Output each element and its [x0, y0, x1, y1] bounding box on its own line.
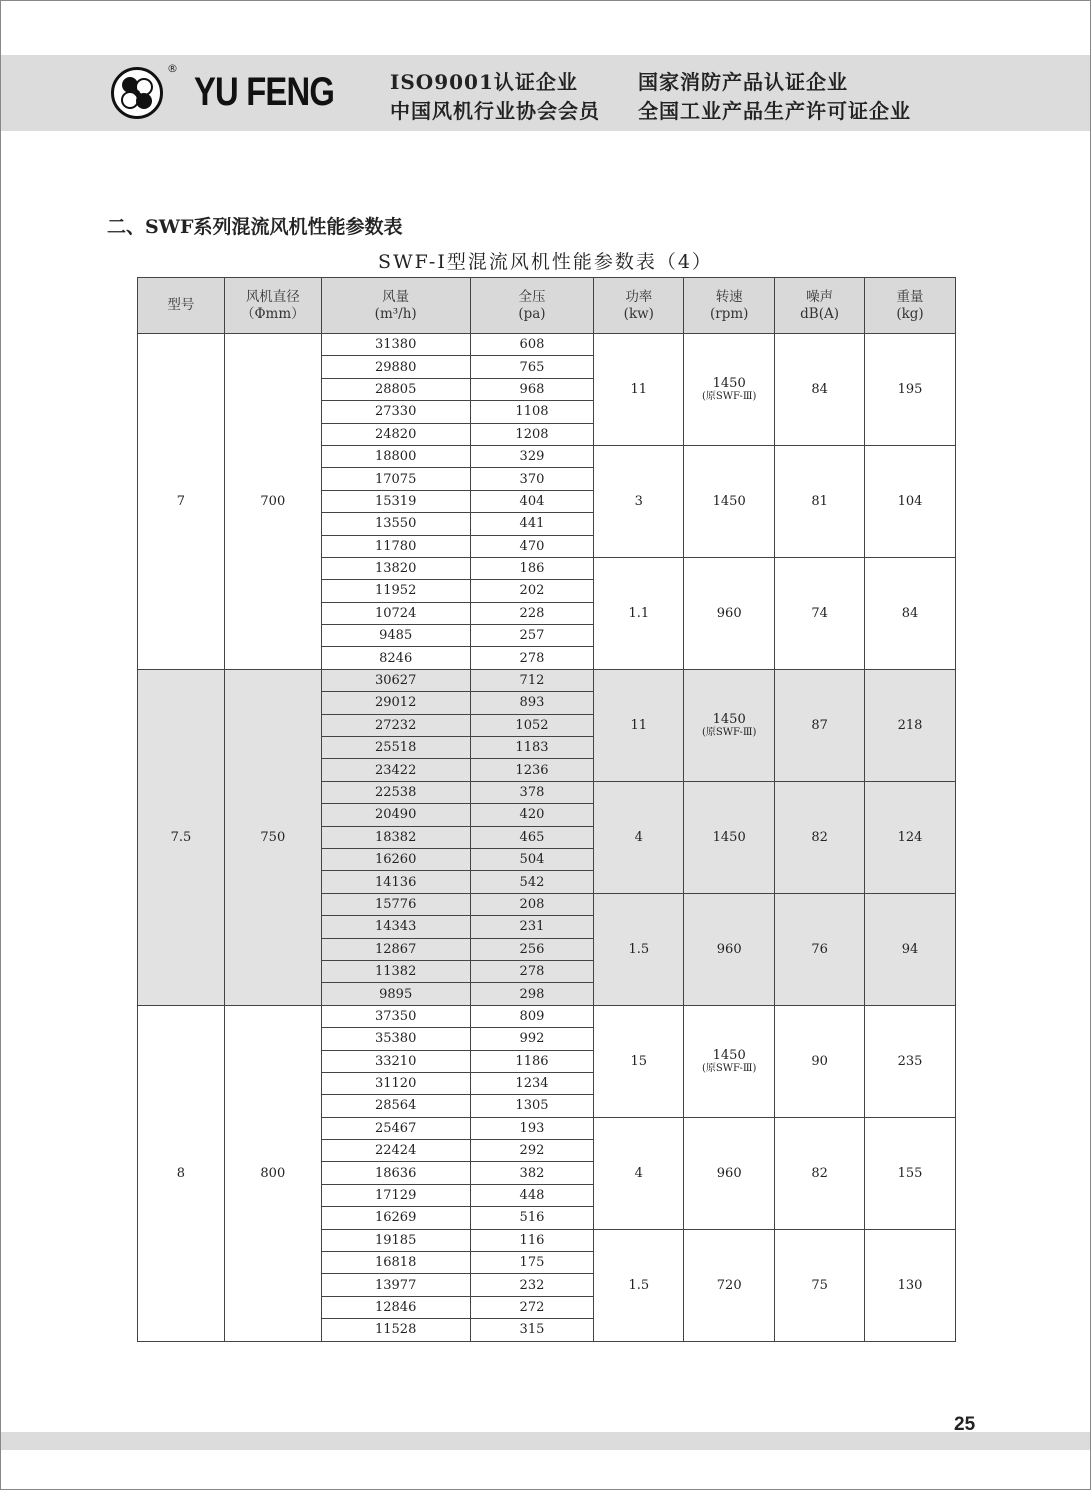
speed-cell [684, 1005, 775, 1117]
performance-table [137, 277, 956, 1342]
pressure-cell: 382 [470, 1162, 594, 1184]
pressure-cell: 516 [470, 1207, 594, 1229]
speed-value: 1450 [712, 829, 746, 845]
airflow-cell: 29012 [321, 692, 470, 714]
table-row [138, 669, 956, 691]
airflow-cell: 11528 [321, 1319, 470, 1341]
power-cell: 4 [594, 1117, 684, 1229]
column-header-unit: (kw) [623, 305, 654, 322]
airflow-cell: 37350 [321, 1005, 470, 1027]
airflow-cell: 20490 [321, 804, 470, 826]
speed-cell [684, 334, 775, 446]
weight-cell: 124 [865, 781, 956, 893]
column-header [224, 278, 321, 334]
airflow-cell: 25518 [321, 737, 470, 759]
speed-note: (原SWF-Ⅲ) [701, 727, 757, 739]
weight-cell: 155 [865, 1117, 956, 1229]
speed-value: 1450 [712, 712, 746, 728]
airflow-cell: 23422 [321, 759, 470, 781]
pressure-cell: 992 [470, 1028, 594, 1050]
airflow-cell: 12846 [321, 1296, 470, 1318]
pressure-cell: 809 [470, 1005, 594, 1027]
airflow-cell: 33210 [321, 1050, 470, 1072]
cert-fire: 国家消防产品认证企业 [638, 70, 848, 94]
column-header [684, 278, 775, 334]
column-header [138, 278, 225, 334]
speed-cell [684, 557, 775, 669]
speed-value: 1450 [712, 376, 746, 392]
table-row [138, 1005, 956, 1027]
airflow-cell: 30627 [321, 669, 470, 691]
pressure-cell: 470 [470, 535, 594, 557]
pressure-cell: 370 [470, 468, 594, 490]
column-header [865, 278, 956, 334]
speed-value: 1450 [712, 1048, 746, 1064]
column-header-unit: (pa) [518, 305, 546, 322]
cert-license: 全国工业产品生产许可证企业 [638, 99, 911, 123]
pressure-cell: 193 [470, 1117, 594, 1139]
noise-cell: 82 [775, 781, 865, 893]
page-number: 25 [954, 1414, 976, 1435]
model-cell: 7 [138, 334, 225, 670]
speed-cell [684, 445, 775, 557]
pressure-cell: 175 [470, 1252, 594, 1274]
pressure-cell: 298 [470, 983, 594, 1005]
weight-cell: 94 [865, 893, 956, 1005]
pressure-cell: 420 [470, 804, 594, 826]
airflow-cell: 14136 [321, 871, 470, 893]
weight-cell: 218 [865, 669, 956, 781]
footer-band [1, 1432, 1090, 1450]
pressure-cell: 765 [470, 356, 594, 378]
column-header-unit: dB(A) [800, 305, 840, 322]
airflow-cell: 12867 [321, 938, 470, 960]
diameter-cell: 700 [224, 334, 321, 670]
pressure-cell: 1186 [470, 1050, 594, 1072]
noise-cell: 76 [775, 893, 865, 1005]
pressure-cell: 608 [470, 334, 594, 356]
airflow-cell: 15776 [321, 893, 470, 915]
cert-association: 中国风机行业协会会员 [390, 99, 600, 123]
airflow-cell: 18800 [321, 445, 470, 467]
column-header-unit: (rpm) [709, 305, 749, 322]
airflow-cell: 13977 [321, 1274, 470, 1296]
noise-cell: 81 [775, 445, 865, 557]
airflow-cell: 16818 [321, 1252, 470, 1274]
column-header-label: 功率 [625, 288, 653, 305]
airflow-cell: 11952 [321, 580, 470, 602]
column-header-label: 转速 [715, 288, 743, 305]
power-cell: 11 [594, 334, 684, 446]
pressure-cell: 256 [470, 938, 594, 960]
pressure-cell: 893 [470, 692, 594, 714]
speed-value: 960 [716, 605, 742, 621]
column-header [321, 278, 470, 334]
pressure-cell: 272 [470, 1296, 594, 1318]
pressure-cell: 186 [470, 557, 594, 579]
pressure-cell: 231 [470, 916, 594, 938]
pressure-cell: 1108 [470, 401, 594, 423]
section-title: 二、SWF系列混流风机性能参数表 [107, 216, 403, 238]
column-header-unit: （Φmm） [240, 305, 305, 322]
speed-cell [684, 1117, 775, 1229]
pressure-cell: 257 [470, 625, 594, 647]
column-header-label: 噪声 [806, 288, 834, 305]
column-header-label: 重量 [896, 288, 924, 305]
pressure-cell: 278 [470, 960, 594, 982]
cert-iso: ISO9001认证企业 [390, 70, 578, 94]
noise-cell: 75 [775, 1229, 865, 1341]
speed-cell [684, 893, 775, 1005]
registered-mark: ® [167, 62, 178, 75]
column-header [594, 278, 684, 334]
noise-cell: 90 [775, 1005, 865, 1117]
pressure-cell: 232 [470, 1274, 594, 1296]
pressure-cell: 712 [470, 669, 594, 691]
power-cell: 4 [594, 781, 684, 893]
pressure-cell: 329 [470, 445, 594, 467]
pressure-cell: 504 [470, 848, 594, 870]
pressure-cell: 202 [470, 580, 594, 602]
pressure-cell: 968 [470, 378, 594, 400]
column-header-unit: (kg) [896, 305, 924, 322]
airflow-cell: 13550 [321, 513, 470, 535]
pressure-cell: 228 [470, 602, 594, 624]
column-header-label: 风机直径 [245, 288, 300, 305]
noise-cell: 87 [775, 669, 865, 781]
airflow-cell: 31120 [321, 1072, 470, 1094]
pressure-cell: 441 [470, 513, 594, 535]
weight-cell: 235 [865, 1005, 956, 1117]
weight-cell: 195 [865, 334, 956, 446]
airflow-cell: 22424 [321, 1140, 470, 1162]
pressure-cell: 542 [470, 871, 594, 893]
airflow-cell: 29880 [321, 356, 470, 378]
pressure-cell: 278 [470, 647, 594, 669]
column-header [470, 278, 594, 334]
speed-value: 960 [716, 941, 742, 957]
airflow-cell: 25467 [321, 1117, 470, 1139]
table-title: SWF-Ⅰ型混流风机性能参数表（4） [378, 251, 713, 273]
weight-cell: 130 [865, 1229, 956, 1341]
airflow-cell: 22538 [321, 781, 470, 803]
noise-cell: 84 [775, 334, 865, 446]
column-header-label: 型号 [167, 297, 195, 313]
power-cell: 1.5 [594, 893, 684, 1005]
airflow-cell: 19185 [321, 1229, 470, 1251]
speed-value: 960 [716, 1165, 742, 1181]
column-header-label: 全压 [518, 288, 546, 305]
power-cell: 15 [594, 1005, 684, 1117]
airflow-cell: 17129 [321, 1184, 470, 1206]
airflow-cell: 28805 [321, 378, 470, 400]
airflow-cell: 31380 [321, 334, 470, 356]
airflow-cell: 16269 [321, 1207, 470, 1229]
diameter-cell: 750 [224, 669, 321, 1005]
airflow-cell: 13820 [321, 557, 470, 579]
pressure-cell: 1208 [470, 423, 594, 445]
airflow-cell: 14343 [321, 916, 470, 938]
speed-note: (原SWF-Ⅲ) [701, 391, 757, 403]
table-row [138, 334, 956, 356]
speed-cell [684, 669, 775, 781]
weight-cell: 104 [865, 445, 956, 557]
airflow-cell: 16260 [321, 848, 470, 870]
speed-value: 1450 [712, 493, 746, 509]
pressure-cell: 465 [470, 826, 594, 848]
noise-cell: 74 [775, 557, 865, 669]
pressure-cell: 378 [470, 781, 594, 803]
weight-cell: 84 [865, 557, 956, 669]
pressure-cell: 116 [470, 1229, 594, 1251]
speed-cell [684, 1229, 775, 1341]
diameter-cell: 800 [224, 1005, 321, 1341]
airflow-cell: 11382 [321, 960, 470, 982]
speed-value: 720 [716, 1277, 742, 1293]
pressure-cell: 208 [470, 893, 594, 915]
speed-note: (原SWF-Ⅲ) [701, 1063, 757, 1075]
column-header-unit: (m³/h) [374, 305, 417, 322]
power-cell: 3 [594, 445, 684, 557]
airflow-cell: 18636 [321, 1162, 470, 1184]
pressure-cell: 1052 [470, 714, 594, 736]
column-header-label: 风量 [382, 288, 410, 305]
pressure-cell: 1183 [470, 737, 594, 759]
airflow-cell: 15319 [321, 490, 470, 512]
yufeng-logo-icon [111, 67, 163, 119]
airflow-cell: 24820 [321, 423, 470, 445]
airflow-cell: 27232 [321, 714, 470, 736]
pressure-cell: 292 [470, 1140, 594, 1162]
pressure-cell: 448 [470, 1184, 594, 1206]
airflow-cell: 11780 [321, 535, 470, 557]
power-cell: 1.5 [594, 1229, 684, 1341]
brand-name: YU FENG [194, 70, 335, 114]
airflow-cell: 10724 [321, 602, 470, 624]
model-cell: 7.5 [138, 669, 225, 1005]
power-cell: 11 [594, 669, 684, 781]
pressure-cell: 315 [470, 1319, 594, 1341]
airflow-cell: 28564 [321, 1095, 470, 1117]
airflow-cell: 8246 [321, 647, 470, 669]
model-cell: 8 [138, 1005, 225, 1341]
pressure-cell: 1305 [470, 1095, 594, 1117]
airflow-cell: 18382 [321, 826, 470, 848]
pressure-cell: 404 [470, 490, 594, 512]
airflow-cell: 9485 [321, 625, 470, 647]
column-header [775, 278, 865, 334]
airflow-cell: 27330 [321, 401, 470, 423]
airflow-cell: 35380 [321, 1028, 470, 1050]
noise-cell: 82 [775, 1117, 865, 1229]
power-cell: 1.1 [594, 557, 684, 669]
airflow-cell: 17075 [321, 468, 470, 490]
airflow-cell: 9895 [321, 983, 470, 1005]
pressure-cell: 1234 [470, 1072, 594, 1094]
pressure-cell: 1236 [470, 759, 594, 781]
speed-cell [684, 781, 775, 893]
